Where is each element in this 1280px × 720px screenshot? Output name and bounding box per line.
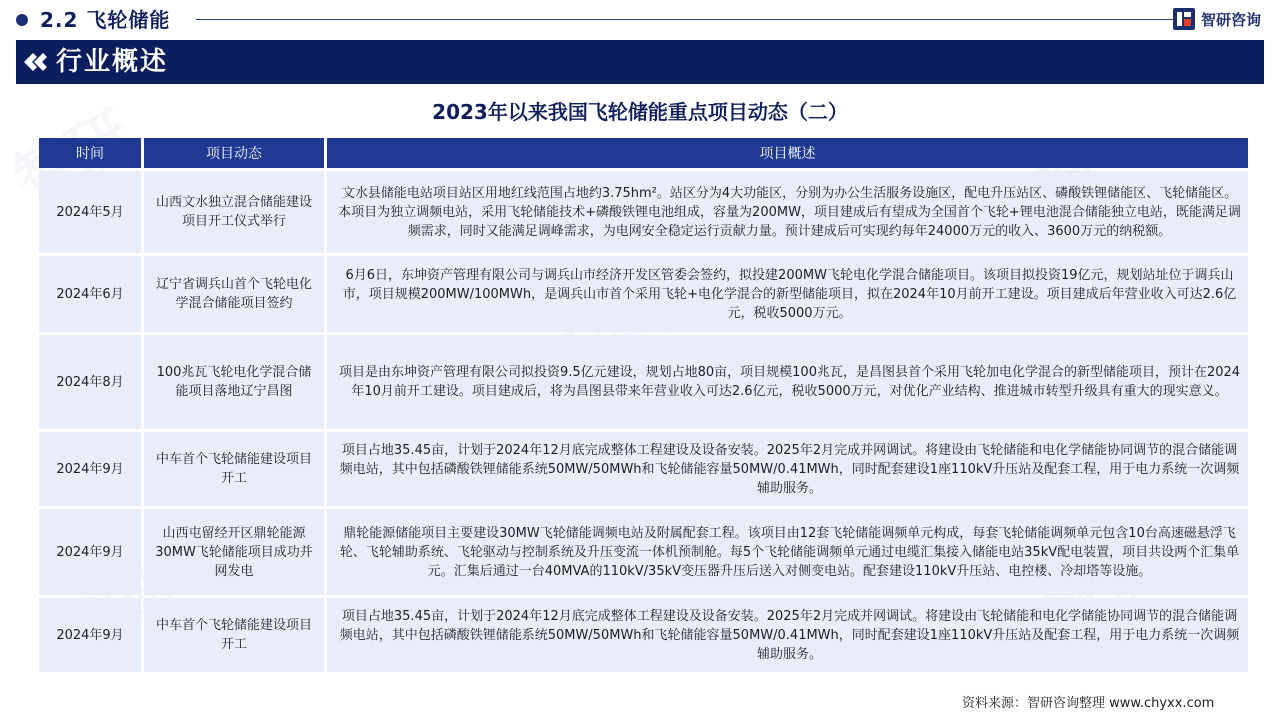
row-summary: 鼎轮能源储能项目主要建设30MW飞轮储能调频电站及附属配套工程。该项目由12套飞轮储能调频单元构成，每套飞轮储能调频单元包含10台高速磁悬浮飞轮、飞轮辅助系统、飞轮驱动与控制系统及升压变流一体机预制舱。每5个飞轮储能调频单元通过电缆汇集接入储能电站35kV配电装置，项目共设两个汇集单元。汇集后通过一台40MVA的110kV/35kV变压器升压后送入对侧变电站。配套建设110kV升压站、电控楼、冷却塔等设施。: [327, 509, 1248, 595]
table-row: [39, 509, 1248, 595]
table-header-row: [39, 138, 1248, 168]
section-title: 2.2 飞轮储能: [40, 8, 171, 32]
row-time: 2024年5月: [39, 171, 141, 253]
row-time: 2024年9月: [39, 432, 141, 506]
row-project: 辽宁省调兵山首个飞轮电化学混合储能项目签约: [144, 256, 324, 332]
header-divider: [196, 19, 1176, 20]
top-bar: [0, 0, 1280, 40]
double-chevron-icon: [22, 52, 50, 72]
projects-table: [36, 135, 1251, 675]
table-row: [39, 335, 1248, 429]
brand-logo-icon: [1172, 7, 1196, 31]
banner-title: 行业概述: [56, 47, 169, 77]
section-banner: [16, 40, 1264, 84]
row-project: 山西屯留经开区鼎轮能源30MW飞轮储能项目成功并网发电: [144, 509, 324, 595]
row-summary: 项目占地35.45亩，计划于2024年12月底完成整体工程建设及设备安装。2025年2月完成并网调试。将建设由飞轮储能和电化学储能协同调节的混合储能调频电站，其中包括磷酸铁锂储能系统50MW/50MWh和飞轮储能容量50MW/0.41MWh，同时配套建设1座110kV升压站及配套工程，用于电力系统一次调频辅助服务。: [327, 598, 1248, 672]
table-title: 2023年以来我国飞轮储能重点项目动态（二）: [432, 100, 848, 124]
brand-name: 智研咨询: [1201, 10, 1262, 29]
source-note: 资料来源：智研咨询整理 www.chyxx.com: [962, 696, 1215, 711]
brand-logo: [1172, 6, 1261, 32]
table-row: [39, 256, 1248, 332]
bullet-dot-icon: [16, 14, 28, 26]
table-row: [39, 432, 1248, 506]
row-summary: 文水县储能电站项目站区用地红线范围占地约3.75hm²。站区分为4大功能区，分别为办公生活服务设施区，配电升压站区、磷酸铁锂储能区、飞轮储能区。本项目为独立调频电站，采用飞轮储能技术+磷酸铁锂电池组成，容量为200MW，项目建成后有望成为全国首个飞轮+锂电池混合储能独立电站，既能满足调频需求，同时又能满足调峰需求，为电网安全稳定运行贡献力量。预计建成后可实现约每年24000万元的收入、3600万元的纳税额。: [327, 171, 1248, 253]
row-time: 2024年9月: [39, 509, 141, 595]
row-project: 山西文水独立混合储能建设项目开工仪式举行: [144, 171, 324, 253]
table-row: [39, 171, 1248, 253]
column-header-project: 项目动态: [144, 138, 324, 168]
row-time: 2024年9月: [39, 598, 141, 672]
column-header-time: 时间: [39, 138, 141, 168]
row-time: 2024年8月: [39, 335, 141, 429]
row-summary: 项目占地35.45亩，计划于2024年12月底完成整体工程建设及设备安装。2025年2月完成并网调试。将建设由飞轮储能和电化学储能协同调节的混合储能调频电站，其中包括磷酸铁锂储能系统50MW/50MWh和飞轮储能容量50MW/0.41MWh，同时配套建设1座110kV升压站及配套工程，用于电力系统一次调频辅助服务。: [327, 432, 1248, 506]
row-summary: 项目是由东坤资产管理有限公司拟投资9.5亿元建设，规划占地80亩，项目规模100兆瓦，是昌图县首个采用飞轮加电化学混合的新型储能项目，预计在2024年10月前开工建设。项目建成后，将为昌图县带来年营业收入可达2.6亿元，税收5000万元，对优化产业结构、推进城市转型升级具有重大的现实意义。: [327, 335, 1248, 429]
row-project: 100兆瓦飞轮电化学混合储能项目落地辽宁昌图: [144, 335, 324, 429]
row-summary: 6月6日，东坤资产管理有限公司与调兵山市经济开发区管委会签约，拟投建200MW飞轮电化学混合储能项目。该项目拟投资19亿元，规划站址位于调兵山市，项目规模200MW/100MWh，是调兵山市首个采用飞轮+电化学混合的新型储能项目，拟在2024年10月前开工建设。项目建成后年营业收入可达2.6亿元，税收5000万元。: [327, 256, 1248, 332]
row-project: 中车首个飞轮储能建设项目开工: [144, 598, 324, 672]
column-header-summary: 项目概述: [327, 138, 1248, 168]
row-project: 中车首个飞轮储能建设项目开工: [144, 432, 324, 506]
table-row: [39, 598, 1248, 672]
row-time: 2024年6月: [39, 256, 141, 332]
